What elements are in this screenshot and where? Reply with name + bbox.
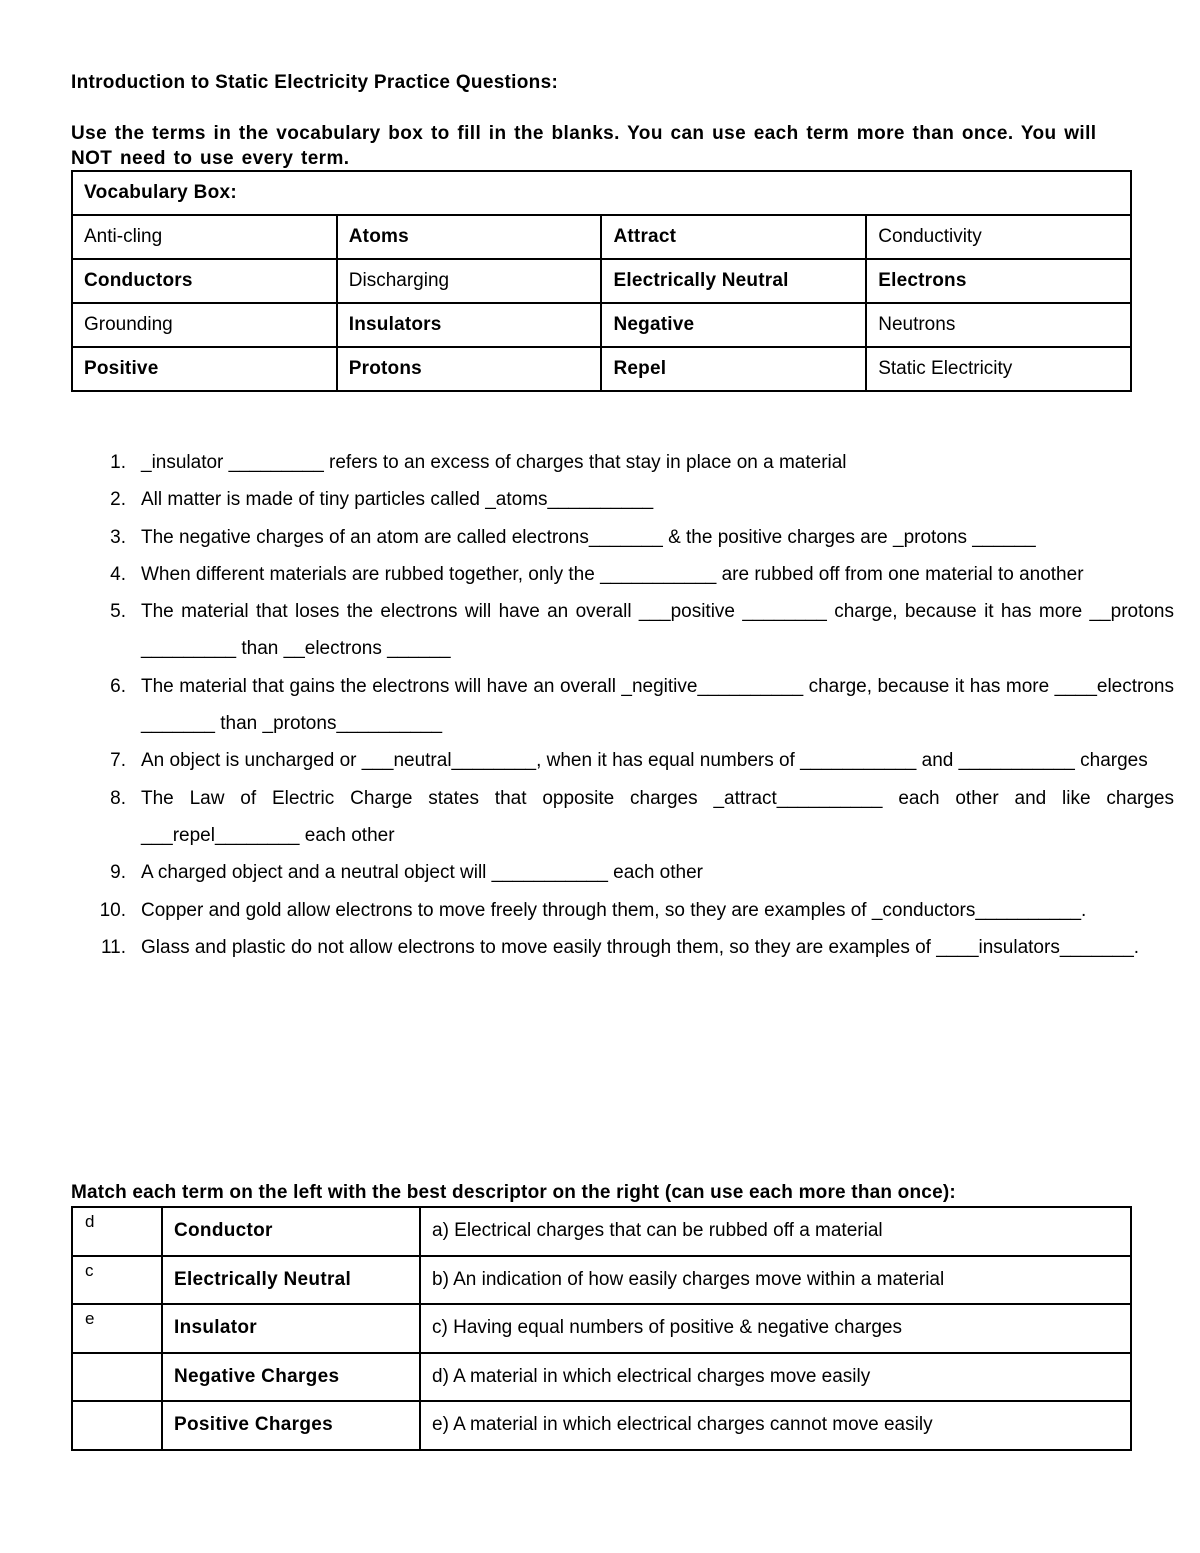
- question-text: The negative charges of an atom are called electrons_______ & the positive charges are _protons ______: [141, 526, 1036, 548]
- match-row: [72, 1401, 1131, 1450]
- vocab-term: Conductors: [72, 259, 337, 303]
- question-text: _insulator _________ refers to an excess of charges that stay in place on a material: [141, 452, 847, 473]
- match-descriptor: e) A material in which electrical charges cannot move easily: [420, 1401, 1131, 1450]
- vocab-row: [72, 303, 1131, 347]
- question-text: A charged object and a neutral object will ___________ each other: [141, 862, 703, 884]
- match-answer: [72, 1353, 162, 1402]
- vocab-term: Negative: [601, 303, 866, 347]
- question-item: [71, 668, 1174, 743]
- question-number: 9.: [110, 862, 126, 884]
- question-text: The material that gains the electrons will have an overall _negitive__________ charge, because it has more ____electrons _______ than _protons__________: [141, 675, 1174, 735]
- question-number: 1.: [110, 452, 126, 473]
- vocab-term: Positive: [72, 347, 337, 391]
- question-text: An object is uncharged or ___neutral________, when it has equal numbers of ___________ and ___________ charges: [141, 750, 1148, 772]
- question-item: [71, 593, 1174, 668]
- question-item: [71, 854, 1174, 891]
- question-item: [71, 481, 1174, 518]
- question-text: Glass and plastic do not allow electrons to move easily through them, so they are examples of ____insulators_______.: [141, 936, 1140, 958]
- match-answer: c: [72, 1256, 162, 1305]
- instructions-text: Use the terms in the vocabulary box to fill in the blanks. You can use each term more than once. You will NOT need to use every term.: [71, 123, 1097, 169]
- vocab-term: Insulators: [337, 303, 602, 347]
- question-number: 4.: [110, 563, 126, 585]
- question-item: [71, 556, 1174, 593]
- match-term: Conductor: [162, 1207, 420, 1256]
- question-item: [71, 519, 1174, 556]
- vocab-term: Protons: [337, 347, 602, 391]
- question-text: The material that loses the electrons will have an overall ___positive ________ charge, because it has more __protons _________ than __electrons ______: [141, 601, 1174, 660]
- vocab-term: Anti-cling: [72, 215, 337, 259]
- matching-instructions: Match each term on the left with the best descriptor on the right (can use each more than once):: [71, 1182, 956, 1203]
- question-text: When different materials are rubbed together, only the ___________ are rubbed off from one material to another: [141, 563, 1084, 585]
- question-number: 3.: [110, 526, 126, 548]
- vocab-term: Grounding: [72, 303, 337, 347]
- match-answer: [72, 1401, 162, 1450]
- match-descriptor: d) A material in which electrical charges move easily: [420, 1353, 1131, 1402]
- question-text: All matter is made of tiny particles called _atoms__________: [141, 489, 654, 511]
- match-descriptor: c) Having equal numbers of positive & negative charges: [420, 1304, 1131, 1353]
- question-number: 2.: [110, 489, 126, 511]
- match-row: [72, 1353, 1131, 1402]
- question-text: Copper and gold allow electrons to move freely through them, so they are examples of _conductors__________.: [141, 899, 1087, 921]
- vocab-term: Static Electricity: [866, 347, 1131, 391]
- question-text: The Law of Electric Charge states that opposite charges _attract__________ each other and like charges ___repel________ each other: [141, 787, 1174, 846]
- question-number: 6.: [110, 675, 126, 697]
- vocab-row: [72, 215, 1131, 259]
- match-term: Positive Charges: [162, 1401, 420, 1450]
- match-term: Insulator: [162, 1304, 420, 1353]
- match-row: [72, 1304, 1131, 1353]
- match-answer: d: [72, 1207, 162, 1256]
- question-item: [71, 742, 1174, 779]
- matching-table: [71, 1206, 1132, 1451]
- match-descriptor: a) Electrical charges that can be rubbed off a material: [420, 1207, 1131, 1256]
- match-descriptor: b) An indication of how easily charges move within a material: [420, 1256, 1131, 1305]
- match-row: [72, 1207, 1131, 1256]
- vocabulary-box: [71, 170, 1132, 392]
- question-item: [71, 444, 1174, 481]
- vocabulary-box-heading: Vocabulary Box:: [72, 171, 1131, 215]
- question-item: [71, 780, 1174, 855]
- vocab-term: Electrically Neutral: [601, 259, 866, 303]
- question-item: [71, 892, 1174, 929]
- vocab-term: Electrons: [866, 259, 1131, 303]
- match-answer: e: [72, 1304, 162, 1353]
- question-item: [71, 929, 1174, 966]
- worksheet-title: Introduction to Static Electricity Practice Questions:: [71, 72, 559, 93]
- question-number: 7.: [110, 750, 126, 772]
- question-number: 5.: [110, 601, 126, 623]
- match-term: Negative Charges: [162, 1353, 420, 1402]
- match-term: Electrically Neutral: [162, 1256, 420, 1305]
- question-number: 10.: [99, 899, 126, 921]
- vocab-term: Conductivity: [866, 215, 1131, 259]
- vocab-row: [72, 347, 1131, 391]
- question-number: 11.: [100, 936, 126, 958]
- question-number: 8.: [110, 787, 126, 809]
- match-row: [72, 1256, 1131, 1305]
- vocab-term: Repel: [601, 347, 866, 391]
- question-list: [71, 444, 1174, 966]
- vocab-term: Attract: [601, 215, 866, 259]
- vocab-term: Neutrons: [866, 303, 1131, 347]
- vocab-term: Discharging: [337, 259, 602, 303]
- vocab-row: [72, 259, 1131, 303]
- vocab-term: Atoms: [337, 215, 602, 259]
